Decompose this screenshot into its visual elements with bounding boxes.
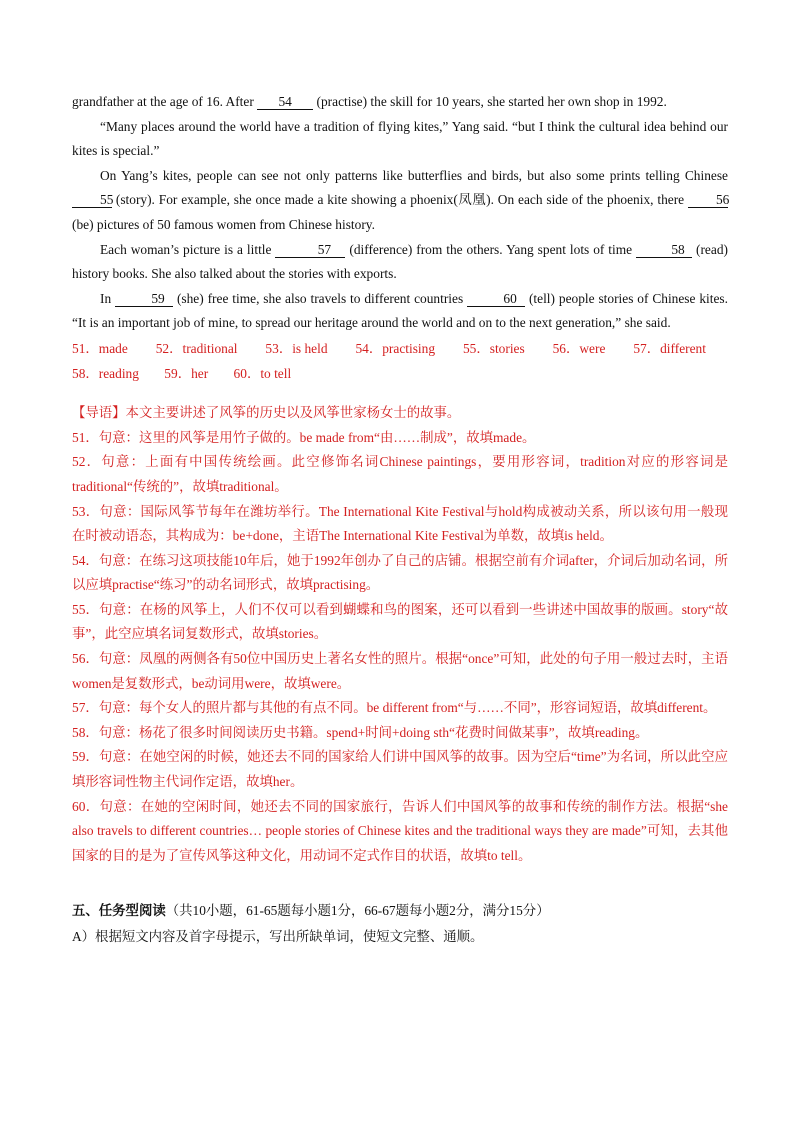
answer-53: 53．is held [265, 340, 328, 356]
answer-55: 55．stories [462, 340, 525, 356]
text: In [100, 290, 112, 306]
answer-key [72, 337, 728, 386]
document-page [72, 90, 728, 950]
explanation-55: 55．句意：在杨的风筝上，人们不仅可以看到蝴蝶和鸟的图案，还可以看到一些讲述中国故事的版画。story“故事”，此空应填名词复数形式，故填stories。 [72, 601, 728, 642]
answer-54: 54．practising [355, 340, 436, 356]
explanations [72, 401, 728, 868]
explanation-intro: 【导语】本文主要讲述了风筝的历史以及风筝世家杨女士的故事。 [72, 405, 461, 421]
answer-60: 60．to tell [233, 365, 292, 381]
text: (difference) from the others. Yang spent lots of time [349, 241, 633, 257]
answer-51: 51．made [72, 340, 128, 356]
passage-paragraph-4 [72, 238, 728, 287]
explanation-56: 56．句意：凤凰的两侧各有50位中国历史上著名女性的照片。根据“once”可知，此处的句子用一般过去时，主语women是复数形式，be动词用were，故填were。 [72, 651, 728, 691]
passage-paragraph-1 [72, 90, 728, 115]
text: grandfather at the age of 16. After [72, 94, 254, 109]
section-heading [72, 899, 728, 924]
text: On Yang’s kites, people can see not only patterns like butterflies and birds, but also some prints telling Chinese [100, 167, 728, 183]
explanation-53: 53．句意：国际风筝节每年在潍坊举行。The International Kite Festival与hold构成被动关系，所以该句用一般现在时被动语态，其构成为：be+done，主语The International Kite Festival为单数，故填is held。 [72, 503, 728, 544]
answer-58: 58．reading [72, 365, 139, 381]
answer-56: 56．were [552, 340, 606, 356]
answer-59: 59．her [164, 365, 209, 381]
blank-59: 59 [115, 291, 173, 307]
blank-60: 60 [467, 291, 525, 307]
explanation-54: 54．句意：在练习这项技能10年后，她于1992年创办了自己的店铺。根据空前有介词after，介词后加动名词，所以应填practise“练习”的动名词形式，故填practising。 [72, 552, 728, 593]
passage-paragraph-3 [72, 164, 728, 238]
text: (read) history books. She also talked about the stories with exports. [72, 241, 728, 282]
answer-57: 57．different [633, 340, 706, 356]
explanation-60: 60．句意：在她的空闲时间，她还去不同的国家旅行，告诉人们中国风筝的故事和传统的制作方法。根据“she also travels to different countries… people stories of Chinese kites and the traditional ways they are made”可知，去其他国家的目的是为了宣传风筝这种文化，用动词不定式作目的状语，故填to tell。 [72, 798, 728, 863]
text: Each woman’s picture is a little [100, 241, 272, 257]
answer-52: 52．traditional [155, 340, 238, 356]
passage-paragraph-2: “Many places around the world have a tradition of flying kites,” Yang said. “but I think the cultural idea behind our kites is special.” [72, 118, 728, 159]
section-note: （共10小题，61-65题每小题1分，66-67题每小题2分，满分15分） [165, 903, 550, 919]
text: (she) free time, she also travels to different countries [176, 290, 464, 306]
text: (tell) people stories of Chinese kites. “It is an important job of mine, to spread our heritage around the world and on to the next generation,” she said. [72, 290, 728, 331]
explanation-52: 52．句意：上面有中国传统绘画。此空修饰名词Chinese paintings，要用形容词，tradition对应的形容词是traditional“传统的”，故填traditional。 [72, 454, 728, 494]
section-instruction: A）根据短文内容及首字母提示，写出所缺单词，使短文完整、通顺。 [72, 929, 484, 944]
passage-paragraph-5 [72, 287, 728, 336]
explanation-51: 51．句意：这里的风筝是用竹子做的。be made from“由……制成”，故填made。 [72, 429, 536, 445]
explanation-58: 58．句意：杨花了很多时间阅读历史书籍。spend+时间+doing sth“花费时间做某事”，故填reading。 [72, 724, 649, 740]
explanation-57: 57．句意：每个女人的照片都与其他的有点不同。be different from“与……不同”，形容词短语，故填different。 [72, 700, 717, 716]
text: (be) pictures of 50 famous women from Chinese history. [72, 216, 375, 232]
blank-54: 54 [257, 94, 313, 110]
section-title: 五、任务型阅读 [72, 903, 166, 919]
text: (practise) the skill for 10 years, she started her own shop in 1992. [316, 94, 667, 109]
text: (story). For example, she once made a kite showing a phoenix(凤凰). On each side of the phoenix, there [115, 192, 685, 208]
blank-57: 57 [275, 242, 345, 258]
explanation-59: 59．句意：在她空闲的时候，她还去不同的国家给人们讲中国风筝的故事。因为空后“time”为名词，所以此空应填形容词性物主代词作定语，故填her。 [72, 749, 728, 790]
blank-56: 56 [688, 192, 728, 208]
blank-58: 58 [636, 242, 692, 258]
blank-55: 55 [72, 192, 112, 208]
